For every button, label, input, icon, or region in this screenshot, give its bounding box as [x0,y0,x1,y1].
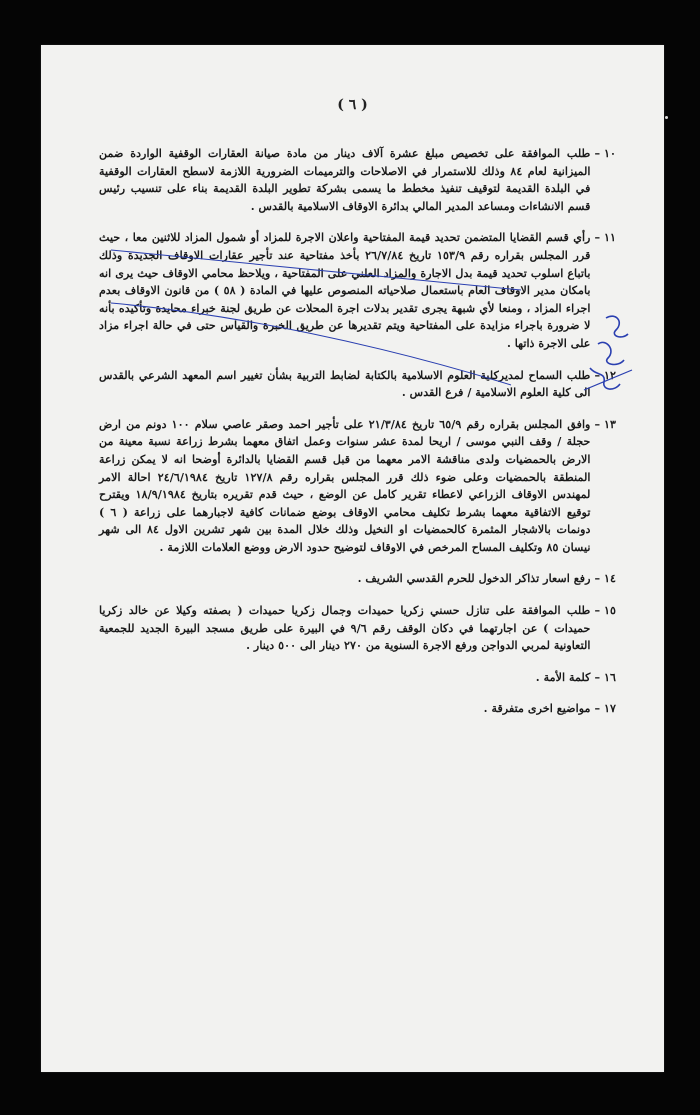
item-number: ١٥ – [594,603,616,618]
item-text: وافق المجلس بقراره رقم ٦٥/٩ تاريخ ٢١/٣/٨٤ على تأجير احمد وصقر عاصي سلام ١٠٠ دونم من ارض حجلة / وقف النبي موسى / اريحا لمدة عشر سنوات وعمل اتفاق معهما بشرط زراعة نسبة معينة من الارض بالحمضيات ولدى مناقشة الامر معهما من قبل قسم القضايا بالدائرة أوضحا انه لا يمكن زراعة المنطقة بالحمضيات وعلى ضوء ذلك قرر المجلس بقراره رقم ١٢٧/٨ تاريخ ٢٤/٦/١٩٨٤ احالة الامر لمهندس الاوقاف الزراعي لاعطاء تقرير كامل عن الوضع ، حيث قدم تقريره بتاريخ ١٨/٩/١٩٨٤ ويقترح توقيع الاتفاقية معهما بشرط تكليف محامي الاوقاف بوضع ضمانات كافية لاجبارهما على زراعة ( ٦ ) دونمات بالاشجار المثمرة كالحمضيات او النخيل وذلك خلال المدة بين شهر تشرين الاول ٨٤ الى شهر نيسان ٨٥ وتكليف المساح المرخص في الاوقاف لتوضيح حدود الارض ووضع العلامات اللازمة . [99,416,591,554]
agenda-item-10 [99,145,616,215]
item-number: ١١ – [594,230,616,245]
page-number: ( ٦ ) [337,97,368,113]
item-text: رفع اسعار تذاكر الدخول للحرم القدسي الشريف . [357,571,591,586]
agenda-item-14 [99,570,616,588]
agenda-item-13 [99,416,616,557]
item-number: ١٧ – [594,701,616,716]
item-number: ١٦ – [594,669,616,684]
agenda-list [99,145,616,732]
agenda-item-11 [99,229,616,352]
agenda-item-12 [99,367,616,402]
handwritten-annotation [576,310,646,400]
item-text: كلمة الأمة . [535,669,591,684]
item-number: ١٢ – [594,367,616,382]
item-text: طلب الموافقة على تخصيص مبلغ عشرة آلاف دينار من مادة صيانة العقارات الوقفية الواردة ضمن الميزانية لعام ٨٤ وذلك للاستمرار في الاصلاحات والترميمات الضرورية اللازمة لاسطح العقارات الوقفية في البلدة القديمة لتوقيف تنفيذ مخطط ما يسمى بشركة تطوير البلدة القديمة بناء على تنسيب رئيس قسم الانشاءات ومساعد المدير المالي بدائرة الاوقاف الاسلامية بالقدس . [99,146,591,213]
item-text: طلب الموافقة على تنازل حسني زكريا حميدات وجمال زكريا حميدات ( بصفته وكيلا عن خالد زكريا حميدات ) عن اجارتهما في دكان الوقف رقم ٩/٦ في البيرة على طريق مسجد البيرة الجديد للجمعية التعاونية لمربي الدواجن ورفع الاجرة السنوية من ٢٧٠ دينار الى ٥٠٠ دينار . [99,603,591,653]
item-text: رأي قسم القضايا المتضمن تحديد قيمة المفتاحية واعلان الاجرة للمزاد أو شمول المزاد للاثنين معا ، حيث قرر المجلس بقراره رقم ١٥٣/٩ تاريخ ٢٦/٧/٨٤ بأخذ مفتاحية عند تأجير عقارات الاوقاف الجديدة وذلك باتباع اسلوب تحديد قيمة بدل الاجارة والمزاد العلني على المفتاحية ، ويلاحظ محامي الاوقاف حيث يرى انه بامكان مدير الاوقاف العام باستعمال صلاحياته المنصوص عليها في المادة ( ٥٨ ) من قانون الاوقاف بعدم اجراء المزاد ، ومنعا لأي شبهة يجرى تقدير بدلات اجرة المحلات عن طريق لجنة خبراء محايدة وتأكيده بأنه لا ضرورة باجراء مزايدة على المفتاحية ويتم تقديرها عن طريق الخبرة والقياس حتى في حالة اجراء مزاد على الاجرة ذاتها . [99,230,591,350]
item-number: ١٠ – [594,146,616,160]
agenda-item-17 [99,700,616,718]
item-number: ١٤ – [594,571,616,586]
item-number: ١٣ – [594,416,616,431]
document-page [41,45,664,1072]
paper-speck [665,116,668,119]
item-text: طلب السماح لمديركلية العلوم الاسلامية بالكتابة لضابط التربية بشأن تغيير اسم المعهد الشرعي بالقدس الى كلية العلوم الاسلامية / فرع القدس . [99,367,591,400]
agenda-item-16 [99,669,616,687]
item-text: مواضيع اخرى متفرقة . [483,701,591,716]
agenda-item-15 [99,602,616,655]
